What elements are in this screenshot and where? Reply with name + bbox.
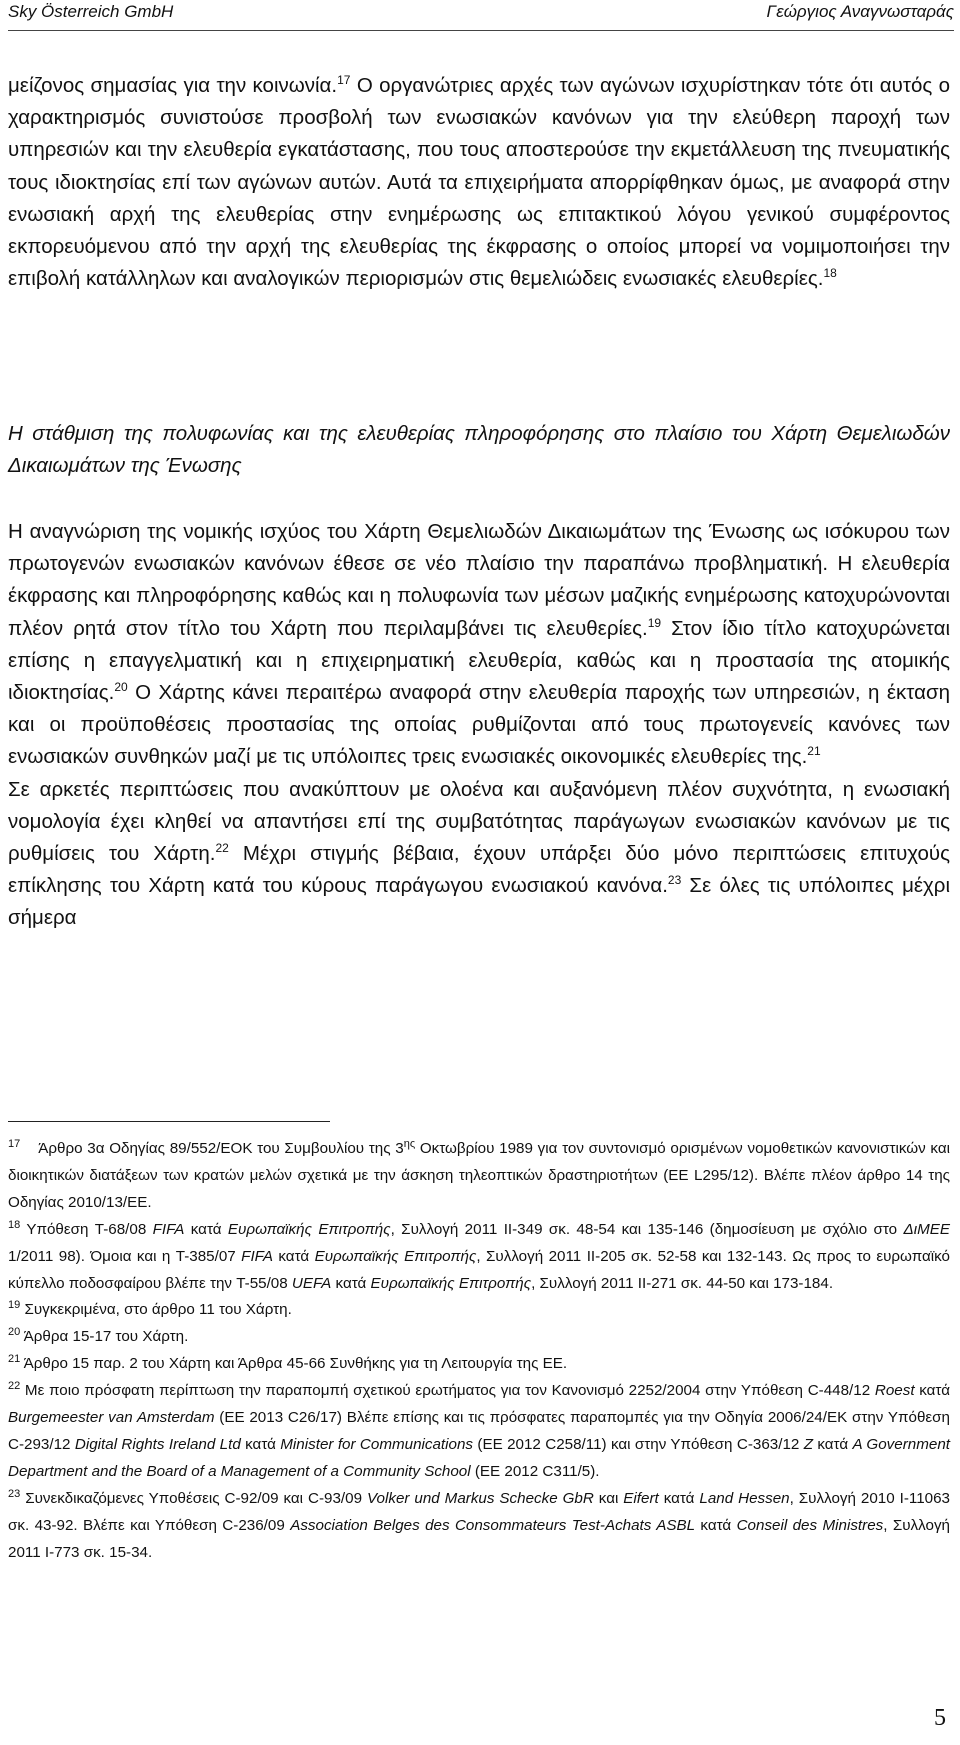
ordinal-suffix: ης [403,1137,416,1150]
case-party: Burgemeester van Amsterdam [8,1409,215,1427]
footnote-number: 22 [8,1380,21,1393]
footnote-ref[interactable]: 21 [807,744,821,759]
case-party: A Government Department and the Board of a Management of a Community School [8,1435,950,1480]
footnote-text: Άρθρα 15-17 του Χάρτη. [20,1328,189,1346]
footnote-text: κατά [272,1247,315,1265]
footnote-19 [8,1297,950,1324]
footnote-text: κατά [695,1516,737,1534]
header-company-name: Sky Österreich GmbH [8,2,174,21]
footnote-separator [8,1121,330,1122]
case-party: Ευρωπαϊκής Επιτροπής [227,1220,391,1238]
footnote-18 [8,1217,950,1298]
footnote-22 [8,1378,950,1486]
section-heading [8,418,950,482]
footnote-ref[interactable]: 22 [215,841,229,856]
case-party: UEFA [291,1274,332,1292]
paragraph-text: Μέχρι στιγμής βέβαια, έχουν υπάρξει δύο μόνο περιπτώσεις επιτυχούς επίκλησης του Χάρτη κατά του κύρους παράγωγου ενωσιακού κανόνα. [8,842,950,898]
footnote-text: κατά [658,1489,700,1507]
footnote-number: 20 [8,1326,21,1339]
case-party: FIFA [241,1247,273,1265]
footnote-number: 23 [8,1487,21,1500]
footnote-number: 17 [8,1137,21,1150]
footnote-text: Άρθρο 15 παρ. 2 του Χάρτη και Άρθρα 45-66 Συνθήκης για τη Λειτουργία της ΕΕ. [20,1355,568,1373]
footnote-text: Συνεκδικαζόμενες Υποθέσεις C-92/09 και C-93/09 [20,1489,367,1507]
paragraph-continuation [8,70,950,295]
page-number: 5 [934,1705,946,1731]
footnote-text: (ΕΕ 2012 C311/5). [470,1462,600,1480]
case-party: Roest [874,1382,915,1400]
paragraph-text: μείζονος σημασίας για την κοινωνία. [8,74,338,97]
case-party: Conseil des Ministres [736,1516,884,1534]
paragraph-text: Σε όλες τις υπόλοιπες μέχρι σήμερα [8,874,950,930]
footnote-text: , Συλλογή 2011 I-773 σκ. 15-34. [8,1516,950,1561]
footnote-ref[interactable]: 17 [337,73,351,88]
footnote-20 [8,1324,950,1351]
footnote-text: , Συλλογή 2011 II-205 σκ. 52-58 και 132-143. Ως προς το ευρωπαϊκό κύπελλο ποδοσφαίρου βλέπε την T-55/08 [8,1247,950,1292]
footnote-number: 18 [8,1218,21,1231]
footnote-number: 21 [8,1353,21,1366]
footnote-ref[interactable]: 18 [823,266,837,281]
paragraph-text: Στον ίδιο τίτλο κατοχυρώνεται επίσης η επαγγελματική και η επιχειρηματική ελευθερία, καθώς και η προστασία της ατομικής ιδιοκτησίας. [8,616,950,705]
footnote-21 [8,1351,950,1378]
paragraph-main [8,516,950,935]
footnote-text: Υπόθεση T-68/08 [20,1220,153,1238]
footnote-text: κατά [331,1274,371,1292]
page-header [8,0,954,31]
case-party: Association Belges des Consommateurs Test-Achats ASBL [290,1516,696,1534]
footnote-23 [8,1486,950,1567]
case-party: Ευρωπαϊκής Επιτροπής [314,1247,477,1265]
footnote-number: 19 [8,1299,21,1312]
footnote-text: και [593,1489,624,1507]
footnote-text: Με ποιο πρόσφατη περίπτωση την παραπομπή σχετικού ερωτήματος για τον Κανονισμό 2252/2004 στην Υπόθεση C-448/12 [20,1382,875,1400]
case-party: Z [803,1435,813,1453]
footnote-text: , Συλλογή 2011 II-349 σκ. 48-54 και 135-146 (δημοσίευση με σχόλιο στο [390,1220,904,1238]
paragraph-text: Ο οργανώτριες αρχές των αγώνων ισχυρίστηκαν τότε ότι αυτός ο χαρακτηρισμός συνιστούσε προσβολή των ενωσιακών κανόνων για την ελεύθερη παροχή των υπηρεσιών και την ελευθερία εγκατάστασης, που τους αποστερούσε την εκμετάλλευση της πνευματικής τους ιδιοκτησίας επί των αγώνων αυτών. Αυτά τα επιχειρήματα απορρίφθηκαν όμως, με αναφορά στην ενωσιακή αρχή της ελευθερίας στην ενημέρωσης ως επιτακτικού λόγου γενικού συμφέροντος εκπορευόμενου από την αρχή της ελευθερίας της έκφρασης ο οποίος μπορεί να νομιμοποιήσει την επιβολή κατάλληλων και αναλογικών περιορισμών στις θεμελιώδεις ενωσιακές ελευθερίες. [8,74,950,291]
footnote-ref[interactable]: 23 [667,873,682,888]
footnote-ref[interactable]: 19 [647,615,662,630]
case-party: Volker und Markus Schecke GbR [366,1489,594,1507]
footnote-text: Συγκεκριμένα, στο άρθρο 11 του Χάρτη. [20,1301,292,1319]
footnotes [8,1136,950,1567]
footnote-text: (ΕΕ 2012 C258/11) και στην Υπόθεση C-363/12 [473,1435,804,1453]
footnote-text: (ΕΕ 2013 C26/17) Βλέπε επίσης και τις πρόσφατες παραπομπές για την Οδηγία 2006/24/ΕΚ στην Υπόθεση C-293/12 [8,1409,950,1453]
footnote-text: κατά [240,1435,281,1453]
footnote-text: κατά [812,1435,853,1453]
case-party: Eifert [623,1489,659,1507]
paragraph-text: Σε αρκετές περιπτώσεις που ανακύπτουν με ολοένα και αυξανόμενη πλέον συχνότητα, η ενωσιακή νομολογία έχει κληθεί να απαντήσει επί της συμβατότητας παράγωγων ενωσιακών κανόνων με τις ρυθμίσεις του Χάρτη. [8,777,950,866]
case-party: Land Hessen [699,1489,790,1507]
case-party: Ευρωπαϊκής Επιτροπής [370,1274,532,1292]
footnote-text: Οκτωβρίου 1989 για τον συντονισμό ορισμένων νομοθετικών κανονιστικών και διοικητικών διατάξεων των κρατών μελών σχετικά με την άσκηση τηλεοπτικών δραστηριοτήτων (ΕΕ L295/12). Βλέπε πλέον άρθρο 14 της Οδηγίας 2010/13/ΕΕ. [8,1140,950,1211]
footnote-text: , Συλλογή 2010 I-11063 σκ. 43-92. Βλέπε και Υπόθεση C-236/09 [8,1489,950,1534]
footnote-text: κατά [914,1382,950,1400]
section-heading-text: Η στάθμιση της πολυφωνίας και της ελευθερίας πληροφόρησης στο πλαίσιο του Χάρτη Θεμελιωδών Δικαιωμάτων της Ένωσης [8,422,950,478]
footnote-ref[interactable]: 20 [114,680,128,695]
case-party: Digital Rights Ireland Ltd [74,1435,241,1453]
footnote-text: Άρθρο 3α Οδηγίας 89/552/ΕΟΚ του Συμβουλίου της 3 [38,1140,404,1157]
header-author-name: Γεώργιος Αναγνωσταράς [766,2,954,21]
case-party: FIFA [152,1220,185,1238]
paragraph-text: Η αναγνώριση της νομικής ισχύος του Χάρτη Θεμελιωδών Δικαιωμάτων της Ένωσης ως ισόκυρου των πρωτογενών ενωσιακών κανόνων έθεσε σε νέο πλαίσιο την παραπάνω προβληματική. Η ελευθερία έκφρασης και πληροφόρησης καθώς και η πολυφωνία των μέσων μαζικής ενημέρωσης κατοχυρώνονται πλέον ρητά στον τίτλο του Χάρτη που περιλαμβάνει τις ελευθερίες. [8,520,950,640]
case-party: Minister for Communications [280,1435,474,1453]
footnote-17 [8,1136,950,1217]
footnote-text: κατά [184,1220,228,1238]
footnote-text: , Συλλογή 2011 II-271 σκ. 44-50 και 173-184. [531,1274,834,1292]
journal-name: ΔιΜΕΕ [903,1220,950,1238]
footnote-text: 1/2011 98). Όμοια και η T-385/07 [8,1247,242,1265]
paragraph-text: Ο Χάρτης κάνει περαιτέρω αναφορά στην ελευθερία παροχής των υπηρεσιών, η έκταση και οι προϋποθέσεις προστασίας της οποίας ρυθμίζονται από τους πρωτογενείς κανόνες των ενωσιακών συνθηκών μαζί με τις υπόλοιπες τρεις ενωσιακές οικονομικές ελευθερίες της. [8,681,950,769]
